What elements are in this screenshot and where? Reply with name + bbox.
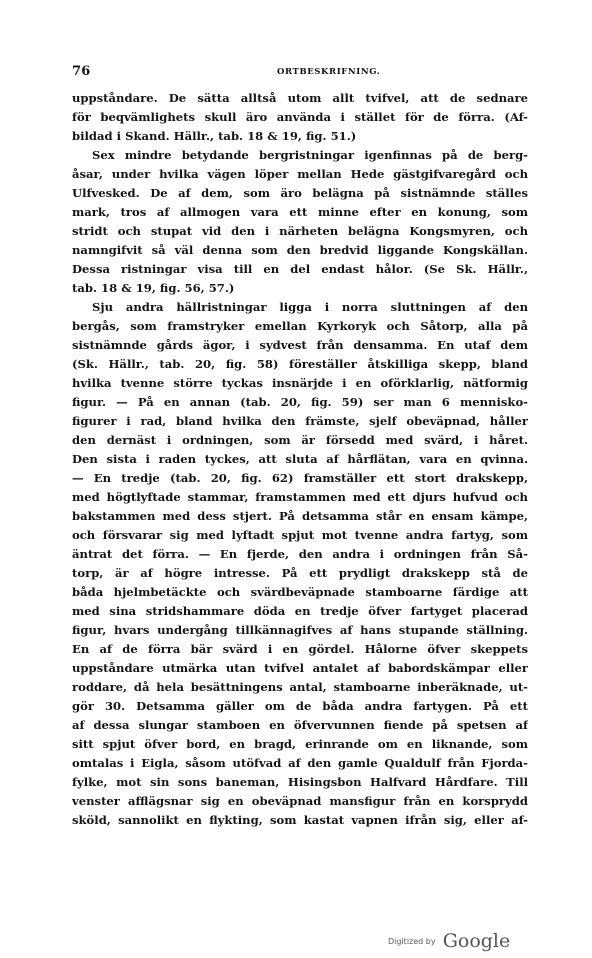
text-line: hvilka tvenne större tyckas insnärjde i en oförklarlig, nätformig bbox=[72, 376, 528, 390]
text-line: Sex mindre betydande bergristningar igenfinnas på de berg- bbox=[92, 148, 528, 162]
text-line: sistnämnde gårds ägor, i sydvest från densamma. En utaf dem bbox=[72, 338, 528, 352]
text-line: gör 30. Detsamma gäller om de båda andra fartygen. På ett bbox=[72, 699, 528, 713]
text-line: Dessa ristningar visa till en del endast hålor. (Se Sk. Hällr., bbox=[72, 262, 528, 276]
text-line: sitt spjut öfver bord, en bragd, erinrande om en liknande, som bbox=[72, 737, 528, 751]
text-line: figurer i rad, bland hvilka den främste, sjelf obeväpnad, håller bbox=[72, 414, 528, 428]
text-line: bergås, som framstryker emellan Kyrkoryk och Såtorp, alla på bbox=[72, 319, 528, 333]
text-line: bakstammen med dess stjert. På detsamma står en ensam kämpe, bbox=[72, 509, 528, 523]
text-line: med högtlyftade stammar, framstammen med ett djurs hufvud och bbox=[72, 490, 528, 504]
running-head: ORTBESKRIFNING. bbox=[277, 67, 381, 77]
digitized-by-label: Digitized by bbox=[388, 937, 436, 946]
text-line: fylke, mot sin sons baneman, Hisingsbon Halfvard Hårdfare. Till bbox=[72, 775, 528, 789]
text-line: omtalas i Eigla, såsom utöfvad af den gamle Qualdulf från Fjorda- bbox=[72, 756, 528, 770]
text-line: Ulfvesked. De af dem, som äro belägna på sistnämnde ställes bbox=[72, 186, 528, 200]
text-line: En af de förra bär svärd i en gördel. Hålorne öfver skeppets bbox=[72, 642, 528, 656]
text-line: af dessa slungar stamboen en öfvervunnen fiende på spetsen af bbox=[72, 718, 528, 732]
text-line: venster afflägsnar sig en obeväpnad mansfigur från en korsprydd bbox=[72, 794, 528, 808]
text-line: sköld, sannolikt en flykting, som kastat vapnen ifrån sig, eller af- bbox=[72, 813, 528, 827]
text-line: stridt och stupat vid den i närheten belägna Kongsmyren, och bbox=[72, 224, 528, 238]
text-line: (Sk. Hällr., tab. 20, fig. 58) föreställer åtskilliga skepp, bland bbox=[72, 357, 528, 371]
text-line: åsar, under hvilka vägen löper mellan Hede gästgifvaregård och bbox=[72, 167, 528, 181]
body-text bbox=[72, 89, 528, 830]
text-line: figur. — På en annan (tab. 20, fig. 59) ser man 6 mennisko- bbox=[72, 395, 528, 409]
text-line: roddare, då hela besättningens antal, stamboarne inberäknade, ut- bbox=[72, 680, 528, 694]
text-line: uppståndare. De sätta alltså utom allt tvifvel, att de sednare bbox=[72, 91, 528, 105]
page-number: 76 bbox=[72, 64, 91, 79]
text-line: mark, tros af allmogen vara ett minne efter en konung, som bbox=[72, 205, 528, 219]
text-line: tab. 18 & 19, fig. 56, 57.) bbox=[72, 281, 235, 295]
text-line: uppståndare utmärka utan tvifvel antalet af babordskämpar eller bbox=[72, 661, 528, 675]
text-line: Den sista i raden tyckes, att sluta af hårflätan, vara en qvinna. bbox=[72, 452, 528, 466]
page-header bbox=[72, 64, 528, 84]
text-line: figur, hvars undergång tillkännagifves af hans stupande ställning. bbox=[72, 623, 528, 637]
text-line: torp, är af högre intresse. På ett prydligt drakskepp stå de bbox=[72, 566, 528, 580]
text-line: namngifvit så väl denna som den bredvid liggande Kongskällan. bbox=[72, 243, 528, 257]
text-line: bildad i Skand. Hällr., tab. 18 & 19, fig. 51.) bbox=[72, 129, 357, 143]
text-line: med sina stridshammare döda en tredje öfver fartyget placerad bbox=[72, 604, 528, 618]
google-logo: Google bbox=[442, 930, 511, 952]
text-line: för beqvämlighets skull äro använda i stället för de förra. (Af- bbox=[72, 110, 528, 124]
text-line: Sju andra hällristningar ligga i norra sluttningen af den bbox=[92, 300, 528, 314]
text-line: — En tredje (tab. 20, fig. 62) framställer ett stort drakskepp, bbox=[72, 471, 528, 485]
text-line: båda hjelmbetäckte och svärdbeväpnade stamboarne färdige att bbox=[72, 585, 528, 599]
text-line: och försvarar sig med lyftadt spjut mot tvenne andra fartyg, som bbox=[72, 528, 528, 542]
digitized-by-google-watermark bbox=[388, 930, 510, 952]
text-line: den dernäst i ordningen, som är försedd med svärd, i håret. bbox=[72, 433, 528, 447]
text-line: äntrat det förra. — En fjerde, den andra i ordningen från Så- bbox=[72, 547, 528, 561]
